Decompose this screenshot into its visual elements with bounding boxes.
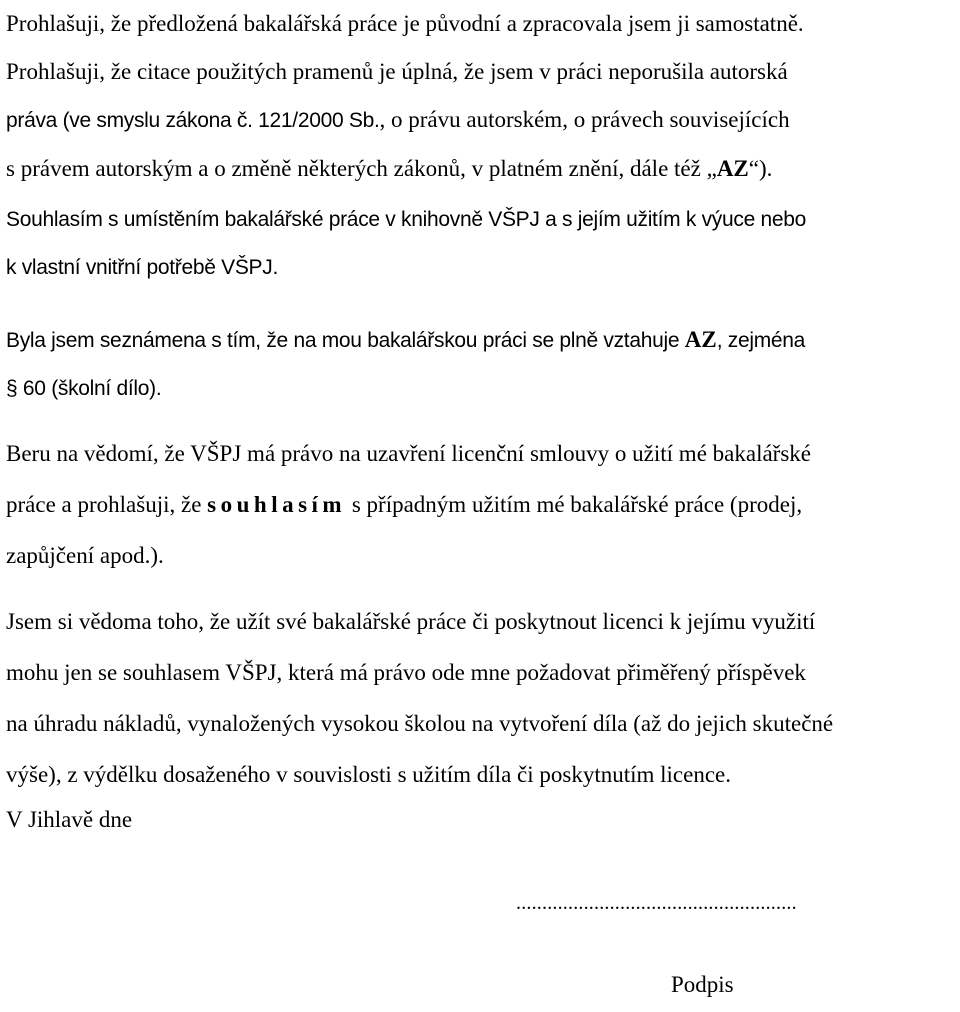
text-line: na úhradu nákladů, vynaložených vysokou školou na vytvoření díla (až do jejich skutečné [6, 711, 834, 736]
text-line: Jsem si vědoma toho, že užít své bakalářské práce či poskytnout licenci k jejímu využití [6, 609, 816, 634]
declaration-paragraph-library-consent [6, 196, 956, 292]
text-fragment: s případným užitím mé bakalářské práce (prodej, [346, 492, 803, 517]
az-abbreviation: AZ [684, 327, 717, 352]
az-abbreviation: AZ [716, 156, 749, 181]
declaration-paragraph-originality [6, 0, 956, 193]
text-line [6, 96, 956, 145]
text-line: zapůjčení apod.). [6, 543, 164, 568]
text-line: mohu jen se souhlasem VŠPJ, která má právo ode mne požadovat přiměřený příspěvek [6, 660, 806, 685]
text-fragment: “). [748, 156, 773, 181]
text-fragment: práva (ve smyslu zákona č. 121/2000 Sb. [6, 109, 380, 132]
text-line [6, 479, 956, 530]
text-fragment: , zejména [716, 329, 806, 352]
text-line: Prohlašuji, že citace použitých pramenů je úplná, že jsem v práci neporušila autorská [6, 59, 788, 84]
signature-label: Podpis [671, 972, 734, 997]
text-line: Prohlašuji, že předložená bakalářská práce je původní a zpracovala jsem ji samostatně. [6, 11, 804, 36]
text-fragment: Byla jsem seznámena s tím, že na mou bakalářskou práci se plně vztahuje [6, 329, 685, 352]
text-line [6, 316, 956, 365]
text-fragment: s právem autorským a o změně některých zákonů, v platném znění, dále též „ [6, 156, 717, 181]
consent-word: souhlasím [207, 492, 347, 517]
declaration-paragraph-license [6, 428, 956, 581]
text-line: § 60 (školní dílo). [6, 377, 162, 400]
place-date-line: V Jihlavě dne [6, 807, 133, 832]
declaration-paragraph-usage-rights [6, 596, 956, 800]
text-line: Beru na vědomí, že VŠPJ má právo na uzavření licenční smlouvy o užití mé bakalářské [6, 441, 811, 466]
text-line: Souhlasím s umístěním bakalářské práce v knihovně VŠPJ a s jejím užitím k výuce nebo [6, 208, 806, 231]
declaration-paragraph-copyright-act [6, 316, 956, 413]
signature-dotted-line: ...................................................... [516, 892, 797, 914]
text-fragment: , o právu autorském, o právech souvisejících [379, 107, 790, 132]
text-line: k vlastní vnitřní potřebě VŠPJ. [6, 256, 278, 279]
text-line [6, 145, 956, 193]
text-line: výše), z výdělku dosaženého v souvislosti s užitím díla či poskytnutím licence. [6, 762, 732, 787]
text-fragment: práce a prohlašuji, že [6, 492, 208, 517]
